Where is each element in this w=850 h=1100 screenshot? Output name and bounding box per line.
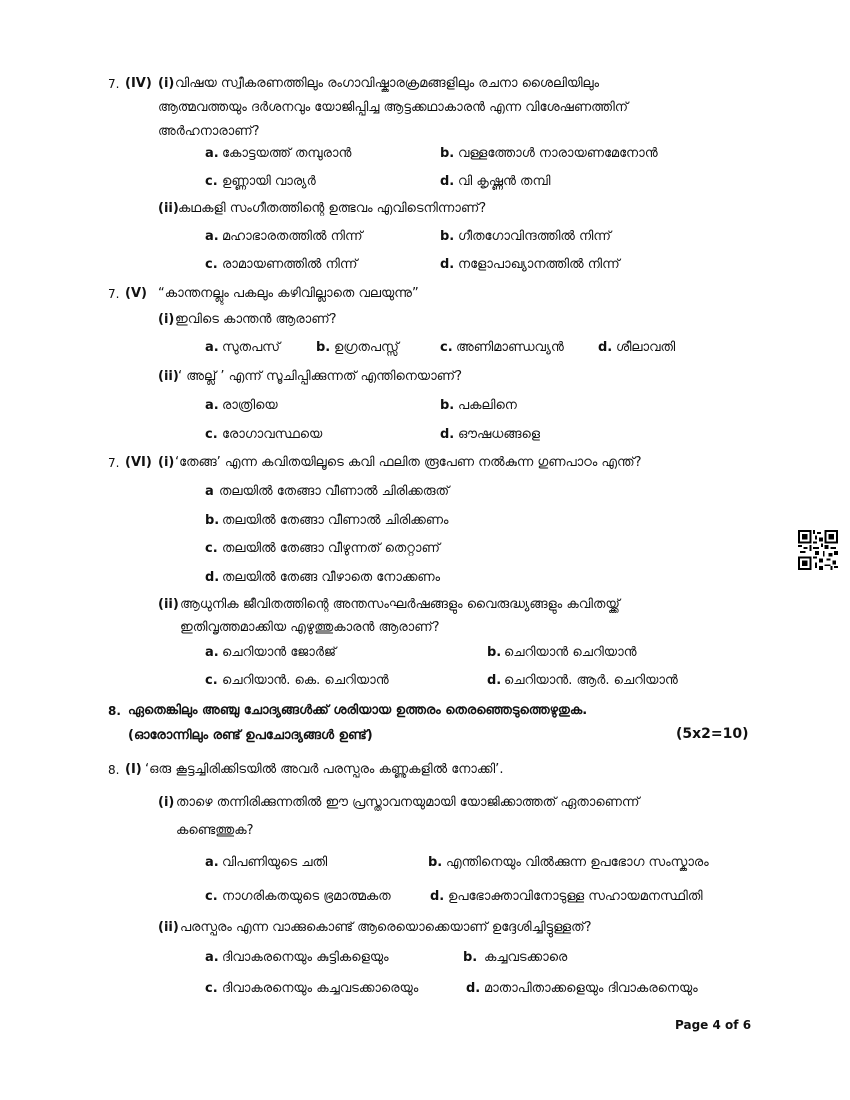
option-letter: d. [440, 174, 455, 189]
option-text: പകലിനെ [458, 398, 517, 413]
q8-i-sub-ii-text: പരസ്പരം എന്ന വാക്കുകൊണ്ട് ആരെയൊക്കെയാണ് ഉദ്ദേശിച്ചിട്ടുള്ളത്? [180, 920, 592, 935]
option-text: വി കൃഷ്ണൻ തമ്പി [458, 174, 551, 189]
option-text: നളോപാഖ്യാനത്തിൽ നിന്ന് [458, 257, 620, 272]
option-text: എന്തിനെയും വിൽക്കുന്ന ഉപഭോഗ സംസ്കാരം [446, 855, 709, 870]
q7-iv-sub-i-label: (i) [158, 76, 175, 91]
option-letter: c. [440, 340, 453, 355]
option-text: ചെറിയാൻ. കെ. ചെറിയാൻ [222, 673, 389, 688]
q7-vi-sub-ii-text: ആധുനിക ജീവിതത്തിന്റെ അന്തസംഘർഷങ്ങളും വൈരുദ്ധ്യങ്ങളും കവിതയ്ക്ക് [180, 597, 620, 612]
q7-v-sub-ii-label: (ii) [158, 369, 179, 384]
option-letter: b. [205, 513, 220, 528]
option-text: ഗീതഗോവിന്ദത്തിൽ നിന്ന് [458, 229, 611, 244]
q7-v-number: 7. [108, 287, 120, 301]
option-text: കച്ചവടക്കാരെ [484, 950, 568, 965]
option-letter: c. [205, 673, 218, 688]
option-letter: d. [205, 570, 220, 585]
of-word: of [725, 1018, 739, 1032]
option-letter: c. [205, 427, 218, 442]
option-letter: b. [463, 950, 478, 965]
option-letter: c. [205, 889, 218, 904]
option-text: ഔഷധങ്ങളെ [458, 427, 541, 442]
q7-v-sub-ii-text: ‘ അല്ല് ’ എന്ന് സൂചിപ്പിക്കുന്നത് എന്തിനെയാണ്? [178, 369, 462, 384]
option-text: നാഗരികതയുടെ ഭ്രമാത്മകത [222, 889, 391, 904]
q8-marks: (5x2=10) [676, 726, 749, 742]
option-letter: b. [487, 645, 502, 660]
option-letter: a. [205, 229, 219, 244]
option-text: ചെറിയാൻ ജോർജ് [222, 645, 337, 660]
option-text: അണിമാണ്ഡവ്യൻ [456, 340, 564, 355]
option-letter: a. [205, 950, 219, 965]
option-text: ഉഗ്രതപസ്സ് [334, 340, 399, 355]
option-text: സുതപസ് [222, 340, 281, 355]
q8-i-sub-i-text: കണ്ടെത്തുക? [176, 823, 254, 838]
option-letter: d. [430, 889, 445, 904]
option-text: തലയിൽ തേങ്ങാ വീഴുന്നത് തെറ്റാണ് [222, 541, 440, 556]
page-number: 4 [712, 1018, 721, 1032]
option-text: രാമായണത്തിൽ നിന്ന് [222, 257, 358, 272]
option-letter: b. [428, 855, 443, 870]
option-letter: b. [440, 146, 455, 161]
q7-v-quote: “കാന്തനല്ലും പകലും കഴിവില്ലാതെ വലയുന്നു” [158, 286, 419, 301]
option-letter: b. [440, 398, 455, 413]
option-letter: d. [440, 257, 455, 272]
option-letter: d. [487, 673, 502, 688]
q8-i-sub-i-label: (i) [158, 795, 175, 810]
option-text: ഉണ്ണായി വാര്യർ [222, 174, 316, 189]
option-letter: a. [205, 645, 219, 660]
q7-v-sub-i-label: (i) [158, 312, 175, 327]
option-letter: a. [205, 340, 219, 355]
q7-iv-number: 7. [108, 77, 120, 91]
q7-v-sub-i-text: ഇവിടെ കാന്തൻ ആരാണ്? [175, 312, 337, 327]
option-text: തലയിൽ തേങ്ങ വീഴാതെ നോക്കണം [222, 570, 441, 585]
q7-vi-number: 7. [108, 456, 120, 470]
q8-instruction: ഏതെങ്കിലും അഞ്ചു ചോദ്യങ്ങൾക്ക് ശരിയായ ഉത്തരം തെരഞ്ഞെടുത്തെഴുതുക. [128, 703, 588, 718]
option-letter: a [205, 484, 214, 499]
q8-i-sub-i-text: താഴെ തന്നിരിക്കുന്നതിൽ ഈ പ്രസ്താവനയുമായി യോജിക്കാത്തത് ഏതാണെന്ന് [176, 795, 640, 810]
option-letter: a. [205, 855, 219, 870]
option-text: രോഗാവസ്ഥയെ [222, 427, 323, 442]
option-letter: d. [440, 427, 455, 442]
option-letter: a. [205, 398, 219, 413]
option-text: മഹാഭാരതത്തിൽ നിന്ന് [222, 229, 363, 244]
q7-v-label: (V) [125, 286, 147, 301]
q7-vi-sub-i-text: ‘തേങ്ങ’ എന്ന കവിതയിലൂടെ കവി ഫലിത രൂപേണ നൽകുന്ന ഗുണപാഠം എന്ത്? [175, 455, 642, 470]
option-text: ദിവാകരനെയും കച്ചവടക്കാരെയും [222, 981, 419, 996]
option-letter: c. [205, 174, 218, 189]
option-text: വള്ളത്തോൾ നാരായണമേനോൻ [458, 146, 658, 161]
q8-i-sub-ii-label: (ii) [158, 920, 179, 935]
q8-i-quote: ‘ഒരു കൂട്ടച്ചിരിക്കിടയിൽ അവർ പരസ്പരം കണ്ണുകളിൽ നോക്കി’. [145, 762, 504, 777]
option-text: കോട്ടയത്ത് തമ്പുരാൻ [222, 146, 352, 161]
option-text: ചെറിയാൻ ചെറിയാൻ [504, 645, 637, 660]
q8-i-number: 8. [108, 763, 120, 777]
option-text: തലയിൽ തേങ്ങാ വീണാൽ ചിരിക്കണം [222, 513, 449, 528]
q7-iv-label: (IV) [125, 76, 152, 91]
q8-i-label: (I) [125, 762, 142, 777]
page-word: Page [675, 1018, 709, 1032]
option-letter: c. [205, 257, 218, 272]
option-text: തലയിൽ തേങ്ങാ വീണാൽ ചിരിക്കരുത് [219, 484, 450, 499]
q7-vi-sub-i-label: (i) [158, 455, 175, 470]
option-text: മാതാപിതാക്കളെയും ദിവാകരനെയും [484, 981, 698, 996]
option-letter: d. [466, 981, 481, 996]
qr-code-icon [798, 530, 838, 570]
option-text: ചെറിയാൻ. ആർ. ചെറിയാൻ [504, 673, 678, 688]
option-letter: c. [205, 541, 218, 556]
page-total: 6 [742, 1018, 752, 1032]
option-letter: b. [440, 229, 455, 244]
q8-note: (ഓരോന്നിലും രണ്ട് ഉപചോദ്യങ്ങൾ ഉണ്ട്) [128, 728, 373, 743]
q7-iv-sub-i-text: ആത്മവത്തയും ദർശനവും യോജിപ്പിച്ച ആട്ടക്കഥാകാരൻ എന്ന വിശേഷണത്തിന് [158, 100, 628, 115]
option-text: വിപണിയുടെ ചതി [222, 855, 328, 870]
option-letter: b. [316, 340, 331, 355]
q8-number: 8. [108, 704, 121, 718]
option-letter: d. [598, 340, 613, 355]
option-text: ദിവാകരനെയും കുട്ടികളെയും [222, 950, 389, 965]
option-text: ഉപഭോക്താവിനോടുള്ള സഹായമനസ്ഥിതി [448, 889, 703, 904]
q7-iv-sub-ii-label: (ii) [158, 201, 179, 216]
page-footer [675, 1018, 751, 1032]
q7-vi-label: (VI) [125, 455, 152, 470]
q7-iv-sub-i-text: അർഹനാരാണ്? [158, 124, 260, 139]
q7-iv-sub-ii-text: കഥകളി സംഗീതത്തിന്റെ ഉത്ഭവം എവിടെനിന്നാണ്? [178, 201, 487, 216]
option-letter: a. [205, 146, 219, 161]
q7-vi-sub-ii-text: ഇതിവൃത്തമാക്കിയ എഴുത്തുകാരൻ ആരാണ്? [180, 620, 440, 635]
option-text: രാത്രിയെ [222, 398, 278, 413]
option-letter: c. [205, 981, 218, 996]
q7-iv-sub-i-text: വിഷയ സ്വീകരണത്തിലും രംഗാവിഷ്കാരക്രമങ്ങളിലും രചനാ ശൈലിയിലും [175, 76, 600, 91]
option-text: ശീലാവതി [616, 340, 676, 355]
q7-vi-sub-ii-label: (ii) [158, 597, 179, 612]
